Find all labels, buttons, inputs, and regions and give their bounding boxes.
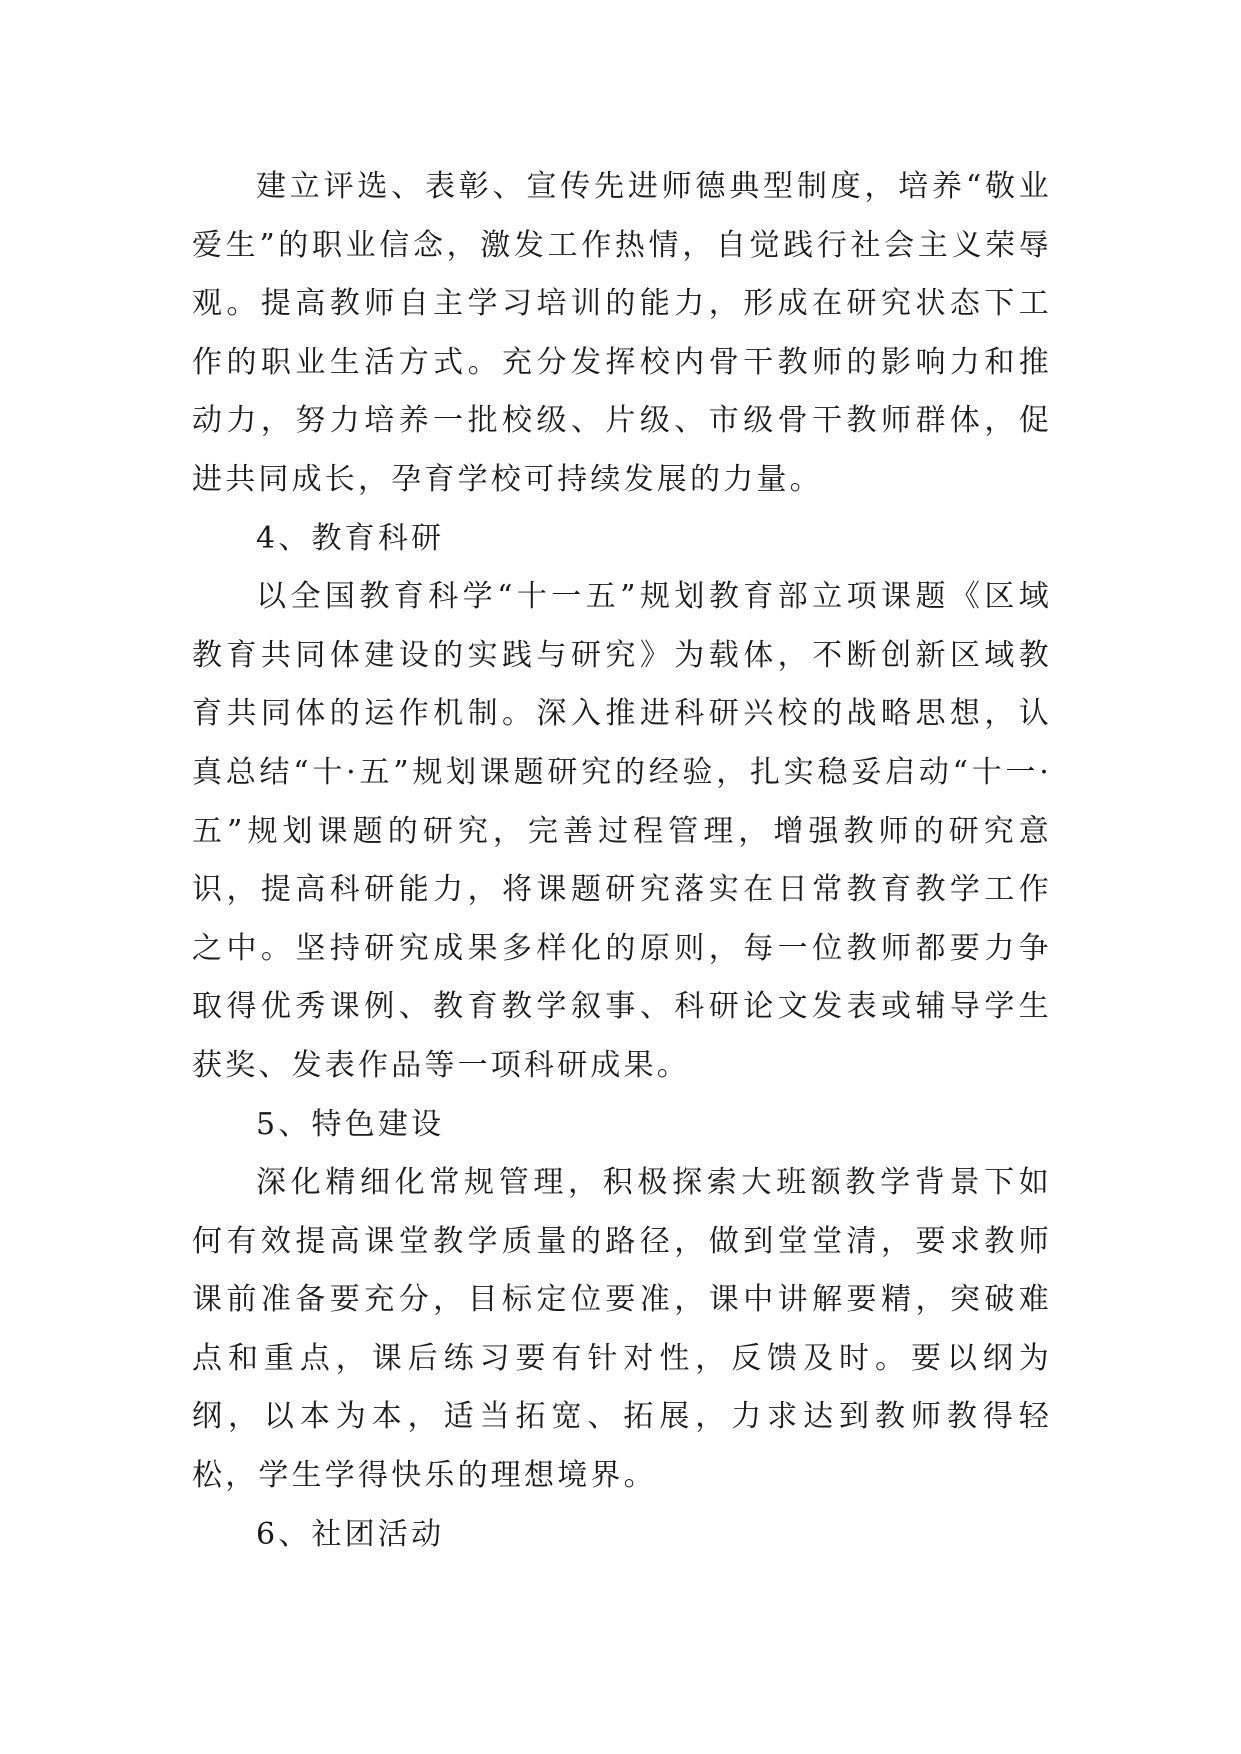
- section-heading-research: 4、教育科研: [256, 520, 445, 556]
- paragraph-teacher-ethics: 建立评选、表彰、宣传先进师德典型制度，培养“敬业爱生”的职业信念，激发工作热情，自觉践行社会主义荣辱观。提高教师自主学习培训的能力，形成在研究状态下工作的职业生活方式。充分发挥校内骨干教师的影响力和推动力，努力培养一批校级、片级、市级骨干教师群体，促进共同成长，孕育学校可持续发展的力量。: [192, 169, 1052, 497]
- paragraph-research: 以全国教育科学“十一五”规划教育部立项课题《区域教育共同体建设的实践与研究》为载体，不断创新区域教育共同体的运作机制。深入推进科研兴校的战略思想，认真总结“十·五”规划课题研究的经验，扎实稳妥启动“十一·五”规划课题的研究，完善过程管理，增强教师的研究意识，提高科研能力，将课题研究落实在日常教育教学工作之中。坚持研究成果多样化的原则，每一位教师都要力争取得优秀课例、教育教学叙事、科研论文发表或辅导学生获奖、发表作品等一项科研成果。: [192, 579, 1052, 1083]
- section-heading-features: 5、特色建设: [256, 1106, 445, 1142]
- document-body: [192, 158, 1052, 1564]
- section-heading-clubs: 6、社团活动: [256, 1516, 445, 1552]
- paragraph-features: 深化精细化常规管理，积极探索大班额教学背景下如何有效提高课堂教学质量的路径，做到堂堂清，要求教师课前准备要充分，目标定位要准，课中讲解要精，突破难点和重点，课后练习要有针对性，反馈及时。要以纲为纲，以本为本，适当拓宽、拓展，力求达到教师教得轻松，学生学得快乐的理想境界。: [192, 1165, 1052, 1494]
